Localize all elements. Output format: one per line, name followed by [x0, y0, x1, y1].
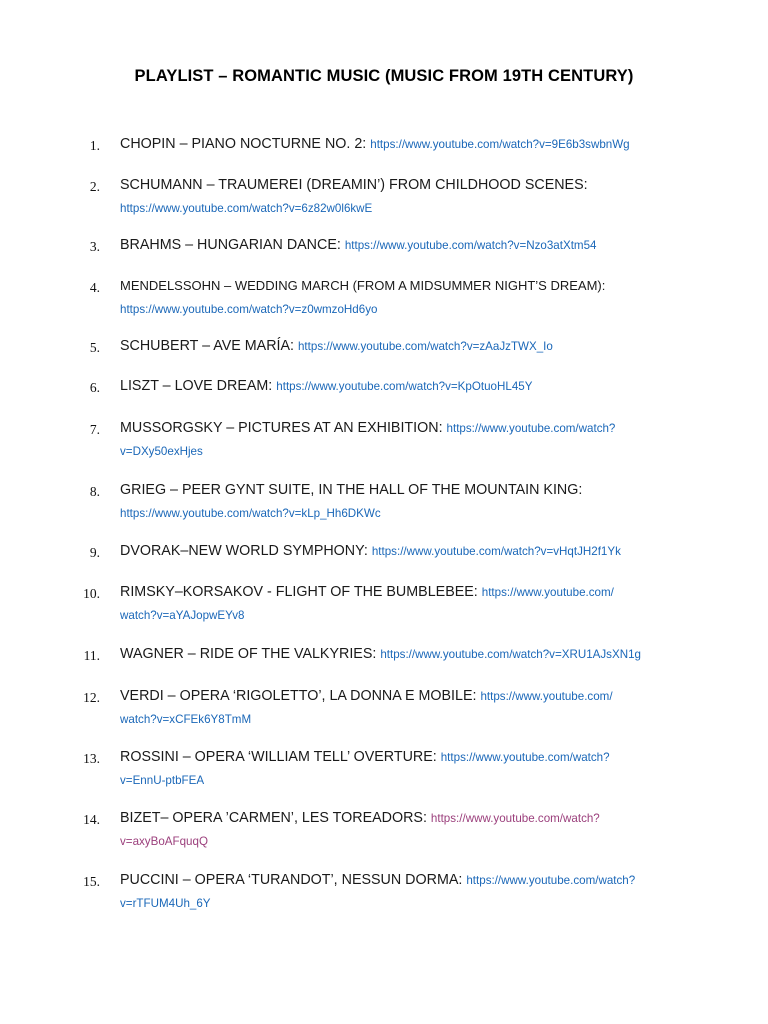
item-number: 3.	[89, 239, 100, 254]
item-link-line	[120, 710, 251, 728]
item-title: LISZT – LOVE DREAM:	[120, 378, 273, 394]
item-number: 15.	[83, 874, 100, 889]
video-link[interactable]: https://www.youtube.com/watch?v=z0wmzoHd6yo	[120, 303, 378, 316]
video-link[interactable]: https://www.youtube.com/watch?	[446, 422, 616, 435]
item-title: GRIEG – PEER GYNT SUITE, IN THE HALL OF THE MOUNTAIN KING:	[120, 482, 583, 498]
item-title-line	[120, 688, 613, 704]
page-title: PLAYLIST – ROMANTIC MUSIC (MUSIC FROM 19TH CENTURY)	[134, 67, 634, 85]
item-title-line	[120, 584, 614, 600]
video-link[interactable]: https://www.youtube.com/watch?v=KpOtuoHL45Y	[276, 380, 533, 393]
item-title-line	[120, 420, 615, 436]
video-link[interactable]: https://www.youtube.com/watch?	[440, 751, 610, 764]
item-link-line	[120, 199, 372, 217]
item-title: PUCCINI – OPERA ‘TURANDOT’, NESSUN DORMA:	[120, 872, 463, 888]
item-title: MENDELSSOHN – WEDDING MARCH (FROM A MIDSUMMER NIGHT’S DREAM):	[120, 278, 606, 293]
item-number: 5.	[89, 340, 100, 355]
item-title-line	[120, 482, 582, 498]
item-title-line	[120, 237, 596, 253]
video-link[interactable]: https://www.youtube.com/watch?	[430, 812, 600, 825]
video-link[interactable]: https://www.youtube.com/watch?v=zAaJzTWX_Io	[297, 340, 553, 353]
video-link-continued[interactable]: watch?v=aYAJopwEYv8	[120, 609, 245, 622]
video-link[interactable]: https://www.youtube.com/watch?	[466, 874, 636, 887]
item-link-line	[120, 606, 245, 624]
item-title: ROSSINI – OPERA ‘WILLIAM TELL’ OVERTURE:	[120, 749, 437, 765]
item-title-line	[120, 810, 600, 826]
video-link[interactable]: https://www.youtube.com/watch?v=Nzo3atXtm54	[344, 239, 597, 252]
video-link[interactable]: https://www.youtube.com/watch?v=kLp_Hh6DKWc	[120, 507, 381, 520]
video-link-continued[interactable]: v=axyBoAFquqQ	[120, 835, 208, 848]
item-title: MUSSORGSKY – PICTURES AT AN EXHIBITION:	[120, 420, 443, 436]
item-number: 14.	[83, 812, 100, 827]
item-title: DVORAK–NEW WORLD SYMPHONY:	[120, 543, 368, 559]
item-title-line	[120, 136, 630, 152]
item-title: RIMSKY–KORSAKOV - FLIGHT OF THE BUMBLEBEE:	[120, 584, 478, 600]
video-link-continued[interactable]: v=DXy50exHjes	[120, 445, 203, 458]
item-number: 1.	[89, 138, 100, 153]
video-link-continued[interactable]: v=rTFUM4Uh_6Y	[120, 897, 211, 910]
item-title-line	[120, 646, 641, 662]
item-number: 11.	[83, 648, 100, 663]
item-link-line	[120, 832, 208, 850]
item-title: BIZET– OPERA ’CARMEN’, LES TOREADORS:	[120, 810, 427, 826]
item-title-line	[120, 177, 588, 193]
item-link-line	[120, 504, 381, 522]
item-number: 7.	[89, 422, 100, 437]
item-title: CHOPIN – PIANO NOCTURNE NO. 2:	[120, 136, 367, 152]
item-title-line	[120, 749, 610, 765]
item-number: 6.	[89, 380, 100, 395]
item-number: 8.	[89, 484, 100, 499]
item-number: 2.	[89, 179, 100, 194]
item-title-line	[120, 378, 532, 394]
item-title: BRAHMS – HUNGARIAN DANCE:	[120, 237, 341, 253]
video-link[interactable]: https://www.youtube.com/watch?v=XRU1AJsXN1g	[380, 648, 641, 661]
video-link[interactable]: https://www.youtube.com/	[481, 586, 614, 599]
item-title-line	[120, 543, 621, 559]
item-title-line	[120, 872, 635, 888]
item-link-line	[120, 771, 204, 789]
item-link-line	[120, 442, 203, 460]
item-title: SCHUBERT – AVE MARÍA:	[120, 338, 294, 354]
item-number: 12.	[83, 690, 100, 705]
video-link-continued[interactable]: v=EnnU-ptbFEA	[120, 774, 205, 787]
video-link-continued[interactable]: watch?v=xCFEk6Y8TmM	[120, 713, 252, 726]
item-title-line	[120, 338, 553, 354]
item-number: 9.	[89, 545, 100, 560]
video-link[interactable]: https://www.youtube.com/watch?v=6z82w0l6kwE	[120, 202, 373, 215]
item-title: SCHUMANN – TRAUMEREI (DREAMIN’) FROM CHILDHOOD SCENES:	[120, 177, 588, 193]
video-link[interactable]: https://www.youtube.com/watch?v=9E6b3swbnWg	[370, 138, 630, 151]
item-link-line	[120, 300, 377, 318]
item-number: 4.	[89, 280, 100, 295]
item-title: VERDI – OPERA ‘RIGOLETTO’, LA DONNA E MOBILE:	[120, 688, 477, 704]
item-title-line	[120, 278, 605, 293]
item-link-line	[120, 894, 211, 912]
item-number: 10.	[83, 586, 100, 601]
video-link[interactable]: https://www.youtube.com/	[480, 690, 613, 703]
item-title: WAGNER – RIDE OF THE VALKYRIES:	[120, 646, 377, 662]
item-number: 13.	[83, 751, 100, 766]
video-link[interactable]: https://www.youtube.com/watch?v=vHqtJH2f1Yk	[371, 545, 621, 558]
